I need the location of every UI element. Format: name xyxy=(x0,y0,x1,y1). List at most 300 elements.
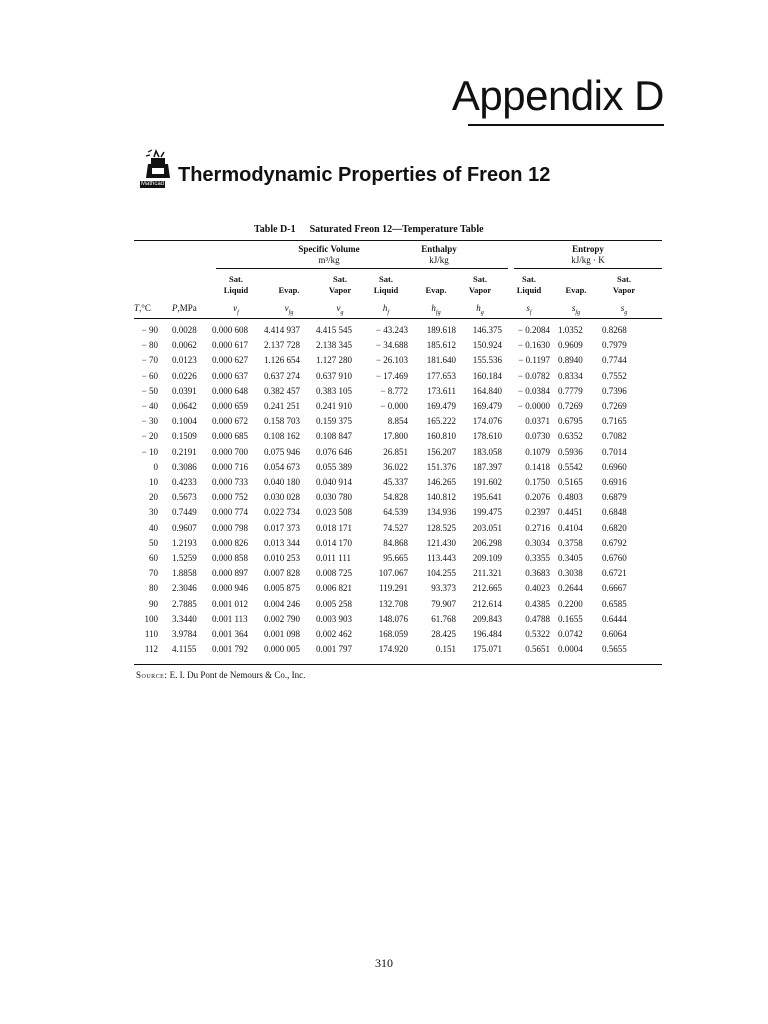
table-row xyxy=(134,446,662,461)
table-row xyxy=(134,522,662,537)
table-cell: 183.058 xyxy=(472,446,502,457)
table-cell: − 34.688 xyxy=(375,340,408,351)
table-cell: 0.241 910 xyxy=(316,401,352,411)
table-cell: 0.1509 xyxy=(172,431,197,442)
table-cell: 0.076 646 xyxy=(316,446,352,457)
table-cell: 199.475 xyxy=(472,507,502,518)
table-cell: 146.375 xyxy=(472,325,502,335)
source-note xyxy=(136,670,305,680)
appendix-rule xyxy=(468,124,664,126)
table-cell: 0.000 617 xyxy=(212,340,248,351)
table-cell: 0.030 780 xyxy=(316,492,352,503)
table-row xyxy=(134,354,662,369)
table-cell: 0.0028 xyxy=(172,325,197,335)
table-cell: 0.0391 xyxy=(172,385,197,396)
group-underline xyxy=(514,268,662,269)
table-cell: 0.2397 xyxy=(525,507,550,518)
table-cell: 0.0123 xyxy=(172,355,197,366)
table-row xyxy=(134,552,662,567)
table-cell: 0.4385 xyxy=(525,598,550,609)
table-cell: 0.000 608 xyxy=(212,325,248,335)
table-cell: 0.1004 xyxy=(172,416,197,427)
table-cell: 0.000 700 xyxy=(212,446,248,457)
table-cell: − 60 xyxy=(141,370,158,381)
table-cell: 17.800 xyxy=(383,431,408,442)
table-cell: 0.5673 xyxy=(172,492,197,503)
table-cell: 132.708 xyxy=(378,598,408,609)
table-cell: 169.479 xyxy=(426,401,456,411)
table-cell: 0.000 648 xyxy=(212,385,248,396)
table-cell: 0.637 274 xyxy=(264,370,300,381)
symbol-s-f: $s_f$ xyxy=(526,303,532,316)
table-cell: 160.810 xyxy=(426,431,456,442)
table-cell: 206.298 xyxy=(472,537,502,548)
subheader-v-g: Sat. Vapor xyxy=(328,274,352,295)
table-cell: − 40 xyxy=(141,401,158,411)
table-cell: 0.4233 xyxy=(172,477,197,487)
table-cell: 150.924 xyxy=(472,340,502,351)
table-cell: 0.001 012 xyxy=(212,598,248,609)
table-cell: 64.539 xyxy=(383,507,408,518)
subheader-h-fg: Evap. xyxy=(425,285,447,295)
table-cell: 1.5259 xyxy=(172,553,197,563)
table-top-rule xyxy=(134,240,662,241)
table-cell: 54.828 xyxy=(383,492,408,503)
table-cell: 0.5655 xyxy=(602,644,627,655)
table-caption xyxy=(254,224,484,235)
appendix-heading: Appendix D xyxy=(451,72,664,119)
table-cell: − 17.469 xyxy=(375,370,408,381)
table-cell: 0.5936 xyxy=(558,446,583,457)
symbol-v-fg: $v_{fg}$ xyxy=(284,303,294,316)
pressure-header: P,MPa xyxy=(172,303,197,313)
table-cell: 0.6667 xyxy=(602,583,627,594)
table-cell: 50 xyxy=(149,537,158,548)
table-row xyxy=(134,400,662,415)
table-cell: 95.665 xyxy=(383,553,408,563)
table-cell: 0.0226 xyxy=(172,370,197,381)
table-cell: 0.3086 xyxy=(172,461,197,472)
table-cell: 0.4023 xyxy=(525,583,550,594)
table-cell: 209.109 xyxy=(472,553,502,563)
table-cell: 0.007 828 xyxy=(264,568,300,579)
table-cell: 112 xyxy=(144,644,158,655)
table-cell: 185.612 xyxy=(426,340,456,351)
table-cell: 0.002 462 xyxy=(316,629,352,639)
table-cell: 164.840 xyxy=(472,385,502,396)
table-cell: 212.614 xyxy=(472,598,502,609)
table-cell: 173.611 xyxy=(427,385,456,396)
table-cell: 0.017 373 xyxy=(264,522,300,533)
table-cell: 26.851 xyxy=(383,446,408,457)
table-cell: 0.6760 xyxy=(602,553,627,563)
table-cell: 0.3038 xyxy=(558,568,583,579)
table-cell: 169.479 xyxy=(472,401,502,411)
table-cell: 0.6879 xyxy=(602,492,627,503)
page-number: 310 xyxy=(375,956,393,970)
table-cell: 0.000 672 xyxy=(212,416,248,427)
mathcad-icon[interactable] xyxy=(142,148,174,186)
table-cell: 0.1750 xyxy=(525,477,550,487)
table-cell: 134.936 xyxy=(426,507,456,518)
table-cell: 0.000 897 xyxy=(212,568,248,579)
mathcad-label: Mathcad xyxy=(141,181,165,187)
table-row xyxy=(134,643,662,658)
table-cell: 2.138 345 xyxy=(316,340,352,351)
table-cell: − 0.0384 xyxy=(517,385,550,396)
table-cell: 0.0062 xyxy=(172,340,197,351)
subheader-v-fg: Evap. xyxy=(278,285,300,295)
table-cell: 1.126 654 xyxy=(264,355,300,366)
table-cell: 107.067 xyxy=(378,568,408,579)
table-cell: − 0.2084 xyxy=(517,325,550,335)
table-cell: 0.040 180 xyxy=(264,477,300,487)
table-cell: 0.9609 xyxy=(558,340,583,351)
table-cell: 61.768 xyxy=(431,613,456,624)
table-cell: 60 xyxy=(149,553,158,563)
table-cell: − 0.000 xyxy=(380,401,408,411)
table-cell: 79.907 xyxy=(431,598,456,609)
table-cell: 0.002 790 xyxy=(264,613,300,624)
table-cell: 28.425 xyxy=(431,629,456,639)
table-cell: − 80 xyxy=(141,340,158,351)
table-cell: 0.3758 xyxy=(558,537,583,548)
table-cell: 0.000 659 xyxy=(212,401,248,411)
table-cell: 0.6960 xyxy=(602,461,627,472)
table-cell: 0.8268 xyxy=(602,325,627,335)
table-cell: 2.3046 xyxy=(172,583,197,594)
table-cell: 0.075 946 xyxy=(264,446,300,457)
table-cell: 0.000 946 xyxy=(212,583,248,594)
group-underline xyxy=(370,268,508,269)
table-title: Saturated Freon 12—Temperature Table xyxy=(309,224,484,235)
table-cell: 0.1655 xyxy=(558,613,583,624)
table-cell: 113.443 xyxy=(427,553,456,563)
table-cell: − 43.243 xyxy=(375,325,408,335)
table-cell: 0.7165 xyxy=(602,416,627,427)
table-cell: 30 xyxy=(149,507,158,518)
table-cell: 0.9607 xyxy=(172,522,197,533)
symbol-s-g: $s_g$ xyxy=(620,303,628,316)
table-cell: 191.602 xyxy=(472,477,502,487)
table-cell: 80 xyxy=(149,583,158,594)
subheader-s-g: Sat. Vapor xyxy=(612,274,636,295)
table-row xyxy=(134,430,662,445)
table-cell: 0.4451 xyxy=(558,507,583,518)
table-cell: − 50 xyxy=(141,385,158,396)
table-cell: 128.525 xyxy=(426,522,456,533)
table-cell: 0.241 251 xyxy=(264,401,300,411)
table-cell: 3.3440 xyxy=(172,613,197,624)
table-cell: 146.265 xyxy=(426,477,456,487)
table-cell: 156.207 xyxy=(426,446,456,457)
header-rule xyxy=(134,318,662,319)
table-cell: 0.5322 xyxy=(525,629,550,639)
table-cell: 8.854 xyxy=(387,416,408,427)
table-cell: 0 xyxy=(153,461,158,472)
table-cell: 0.0742 xyxy=(558,629,583,639)
table-cell: 0.013 344 xyxy=(264,537,300,548)
table-cell: 1.2193 xyxy=(172,537,197,548)
table-cell: 0.1418 xyxy=(525,461,550,472)
table-row xyxy=(134,415,662,430)
table-cell: 0.7779 xyxy=(558,385,583,396)
symbol-h-fg: $h_{fg}$ xyxy=(431,303,441,316)
table-cell: 203.051 xyxy=(472,522,502,533)
table-cell: 0.2191 xyxy=(172,446,197,457)
table-cell: 0.000 733 xyxy=(212,477,248,487)
table-cell: 0.005 875 xyxy=(264,583,300,594)
table-cell: 119.291 xyxy=(379,583,408,594)
temperature-header: T,°C xyxy=(134,303,151,313)
table-cell: 181.640 xyxy=(426,355,456,366)
table-row xyxy=(134,324,662,339)
table-cell: 0.003 903 xyxy=(316,613,352,624)
subheader-h-g: Sat. Vapor xyxy=(468,274,492,295)
table-cell: 160.184 xyxy=(472,370,502,381)
table-cell: 0.006 821 xyxy=(316,583,352,594)
table-cell: 0.6064 xyxy=(602,629,627,639)
table-cell: 0.011 111 xyxy=(316,553,351,563)
table-cell: 0.8334 xyxy=(558,370,583,381)
table-cell: 0.001 098 xyxy=(264,629,300,639)
table-cell: 0.7449 xyxy=(172,507,197,518)
table-cell: 0.3683 xyxy=(525,568,550,579)
table-cell: 0.000 716 xyxy=(212,461,248,472)
table-cell: − 0.0000 xyxy=(517,401,550,411)
table-cell: 151.376 xyxy=(426,461,456,472)
table-cell: − 20 xyxy=(141,431,158,442)
table-cell: 74.527 xyxy=(383,522,408,533)
symbol-v-f: $v_f$ xyxy=(233,303,239,316)
table-cell: 175.071 xyxy=(472,644,502,655)
table-cell: 70 xyxy=(149,568,158,579)
table-cell: 0.2200 xyxy=(558,598,583,609)
table-cell: 148.076 xyxy=(378,613,408,624)
table-cell: 211.321 xyxy=(473,568,502,579)
table-cell: − 30 xyxy=(141,416,158,427)
table-cell: 0.0004 xyxy=(558,644,583,655)
table-cell: 0.637 910 xyxy=(316,370,352,381)
group-entropy xyxy=(514,244,662,266)
table-cell: 0.0371 xyxy=(525,416,550,427)
table-cell: 0.010 253 xyxy=(264,553,300,563)
table-row xyxy=(134,339,662,354)
table-cell: 0.6792 xyxy=(602,537,627,548)
table-cell: 0.6848 xyxy=(602,507,627,518)
table-cell: − 0.1197 xyxy=(518,355,550,366)
table-row xyxy=(134,476,662,491)
table-cell: 0.7082 xyxy=(602,431,627,442)
table-cell: 104.255 xyxy=(426,568,456,579)
table-cell: 177.653 xyxy=(426,370,456,381)
table-cell: 196.484 xyxy=(472,629,502,639)
table-cell: 10 xyxy=(149,477,158,487)
table-cell: 168.059 xyxy=(378,629,408,639)
table-cell: 174.920 xyxy=(378,644,408,655)
subheader-h-f: Sat. Liquid xyxy=(373,274,399,295)
table-cell: 155.536 xyxy=(472,355,502,366)
table-row xyxy=(134,506,662,521)
table-cell: 0.023 508 xyxy=(316,507,352,518)
table-cell: 189.618 xyxy=(426,325,456,335)
table-cell: 0.5165 xyxy=(558,477,583,487)
table-cell: 0.6795 xyxy=(558,416,583,427)
table-row xyxy=(134,567,662,582)
table-cell: 0.4803 xyxy=(558,492,583,503)
table-cell: 0.055 389 xyxy=(316,461,352,472)
table-row xyxy=(134,370,662,385)
table-cell: 0.000 627 xyxy=(212,355,248,366)
table-cell: 0.6721 xyxy=(602,568,627,579)
table-cell: 4.414 937 xyxy=(264,325,300,335)
table-cell: 0.4104 xyxy=(558,522,583,533)
table-cell: 110 xyxy=(144,629,158,639)
table-cell: 2.137 728 xyxy=(264,340,300,351)
table-row xyxy=(134,491,662,506)
table-cell: 0.000 798 xyxy=(212,522,248,533)
table-cell: 4.1155 xyxy=(172,644,197,655)
table-cell: 0.6444 xyxy=(602,613,627,624)
group-label: Enthalpy xyxy=(421,244,457,254)
table-cell: 0.382 457 xyxy=(264,385,300,396)
table-cell: 0.054 673 xyxy=(264,461,300,472)
table-cell: 209.843 xyxy=(472,613,502,624)
table-cell: 0.2076 xyxy=(525,492,550,503)
table-cell: 0.7552 xyxy=(602,370,627,381)
source-text: E. I. Du Pont de Nemours & Co., Inc. xyxy=(169,670,306,680)
table-cell: 84.868 xyxy=(383,537,408,548)
table-cell: 0.5651 xyxy=(525,644,550,655)
subheader-s-f: Sat. Liquid xyxy=(516,274,542,295)
table-cell: 0.000 826 xyxy=(212,537,248,548)
table-cell: 0.7014 xyxy=(602,446,627,457)
table-bottom-rule xyxy=(134,664,662,665)
table-cell: 0.001 113 xyxy=(212,613,248,624)
table-cell: 0.008 725 xyxy=(316,568,352,579)
table-cell: 0.4788 xyxy=(525,613,550,624)
table-cell: 0.383 105 xyxy=(316,385,352,396)
source-label: Source: xyxy=(136,670,168,680)
table-cell: 0.3405 xyxy=(558,553,583,563)
table-cell: 178.610 xyxy=(472,431,502,442)
table-cell: 0.000 774 xyxy=(212,507,248,518)
table-cell: 20 xyxy=(149,492,158,503)
table-cell: − 8.772 xyxy=(380,385,408,396)
table-cell: − 0.0782 xyxy=(517,370,550,381)
table-cell: − 90 xyxy=(141,325,158,335)
table-cell: 0.005 258 xyxy=(316,598,352,609)
table-row xyxy=(134,582,662,597)
table-cell: 187.397 xyxy=(472,461,502,472)
group-unit: m³/kg xyxy=(318,255,340,265)
table-cell: 1.0352 xyxy=(558,325,583,335)
table-cell: 0.8940 xyxy=(558,355,583,366)
table-row xyxy=(134,628,662,643)
table-cell: 1.127 280 xyxy=(316,355,352,366)
table-cell: 0.6916 xyxy=(602,477,627,487)
table-cell: 0.7979 xyxy=(602,340,627,351)
table-cell: 0.5542 xyxy=(558,461,583,472)
table-row xyxy=(134,537,662,552)
table-cell: 0.2716 xyxy=(525,522,550,533)
table-cell: 0.159 375 xyxy=(316,416,352,427)
table-cell: − 70 xyxy=(141,355,158,366)
table-cell: 0.030 028 xyxy=(264,492,300,503)
table-cell: 0.6820 xyxy=(602,522,627,533)
table-cell: 0.000 637 xyxy=(212,370,248,381)
chapter-header xyxy=(142,148,550,186)
table-number: Table D-1 xyxy=(254,224,296,235)
table-cell: 0.108 162 xyxy=(264,431,300,442)
symbol-h-f: $h_f$ xyxy=(382,303,390,316)
table-cell: 0.7269 xyxy=(602,401,627,411)
table-cell: 0.108 847 xyxy=(316,431,352,442)
group-label: Entropy xyxy=(572,244,604,254)
table-cell: 0.004 246 xyxy=(264,598,300,609)
table-cell: 0.000 005 xyxy=(264,644,300,655)
table-cell: 212.665 xyxy=(472,583,502,594)
table-cell: 0.001 797 xyxy=(316,644,352,655)
group-label: Specific Volume xyxy=(298,244,360,254)
table-cell: 40 xyxy=(149,522,158,533)
table-cell: 0.000 752 xyxy=(212,492,248,503)
table-cell: 90 xyxy=(149,598,158,609)
table-cell: 0.6352 xyxy=(558,431,583,442)
symbol-v-g: $v_g$ xyxy=(336,303,344,316)
table-row xyxy=(134,461,662,476)
table-cell: 1.8858 xyxy=(172,568,197,579)
symbol-h-g: $h_g$ xyxy=(476,303,484,316)
table-cell: 0.6585 xyxy=(602,598,627,609)
table-cell: 0.2644 xyxy=(558,583,583,594)
table-cell: 0.1079 xyxy=(525,446,550,457)
table-cell: 45.337 xyxy=(383,477,408,487)
table-cell: 0.0730 xyxy=(525,431,550,442)
subheader-s-fg: Evap. xyxy=(565,285,587,295)
table-cell: − 0.1630 xyxy=(517,340,550,351)
table-row xyxy=(134,613,662,628)
table-cell: 0.3355 xyxy=(525,553,550,563)
table-cell: 174.076 xyxy=(472,416,502,427)
table-cell: 0.158 703 xyxy=(264,416,300,427)
table-cell: 0.151 xyxy=(435,644,456,655)
table-cell: 0.3034 xyxy=(525,537,550,548)
chapter-title: Thermodynamic Properties of Freon 12 xyxy=(178,164,551,186)
table-cell: 93.373 xyxy=(431,583,456,594)
table-cell: 165.222 xyxy=(426,416,456,427)
table-cell: 0.040 914 xyxy=(316,477,352,487)
table-cell: 0.001 364 xyxy=(212,629,248,639)
table-cell: 0.7269 xyxy=(558,401,583,411)
table-cell: 0.018 171 xyxy=(316,522,352,533)
table-row xyxy=(134,385,662,400)
symbol-s-fg: $s_{fg}$ xyxy=(571,303,581,316)
group-unit: kJ/kg xyxy=(429,255,449,265)
table-cell: 0.022 734 xyxy=(264,507,300,518)
table-cell: 0.7744 xyxy=(602,355,627,366)
table-cell: 0.014 170 xyxy=(316,537,352,548)
table-cell: 2.7885 xyxy=(172,598,197,609)
group-enthalpy xyxy=(374,244,504,266)
table-cell: 3.9784 xyxy=(172,629,197,639)
table-cell: − 26.103 xyxy=(375,355,408,366)
subheader-v-f: Sat. Liquid xyxy=(223,274,249,295)
table-cell: 0.0642 xyxy=(172,401,197,411)
group-unit: kJ/kg · K xyxy=(571,255,605,265)
table-cell: 36.022 xyxy=(383,461,408,472)
table-cell: − 10 xyxy=(141,446,158,457)
